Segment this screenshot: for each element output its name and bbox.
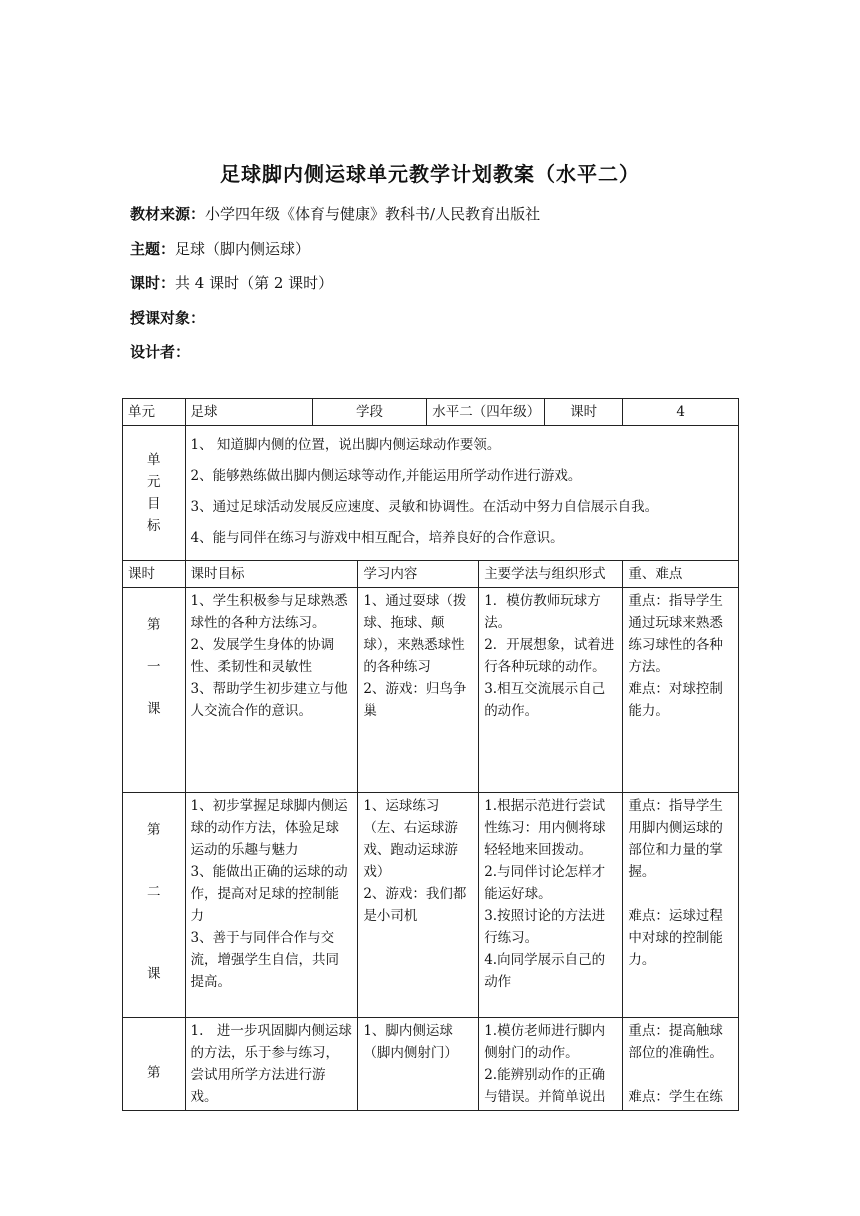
column-header: 课时 — [123, 561, 186, 588]
lesson-label-char: 课 — [147, 966, 161, 982]
meta-topic-value: 足球（脚内侧运球） — [175, 240, 311, 258]
meta-topic — [130, 238, 310, 259]
meta-topic-label: 主题： — [130, 240, 176, 258]
lesson-content: 1、运球练习（左、右运球游戏、跑动运球游戏） 2、游戏：我们都是小司机 — [358, 793, 479, 1018]
page-title: 足球脚内侧运球单元教学计划教案（水平二） — [220, 162, 640, 186]
goals-label-char: 单 — [147, 452, 161, 468]
lesson-objectives: 1、初步掌握足球脚内侧运球的动作方法，体验足球运动的乐趣与魅力 3、能做出正确的运球的动作，提高对足球的控制能力 3、善于与同伴合作与交流，增强学生自信，共同提高。 — [185, 793, 358, 1018]
lesson-label — [123, 1018, 186, 1111]
goals-row — [123, 426, 739, 561]
lesson-label — [123, 793, 186, 1018]
stage-label: 学段 — [312, 399, 426, 426]
lesson-label-char: 二 — [147, 884, 161, 900]
meta-source-value: 小学四年级《体育与健康》教科书/人民教育出版社 — [205, 205, 541, 223]
meta-source — [130, 203, 540, 224]
unit-value: 足球 — [185, 399, 312, 426]
meta-hours — [130, 272, 333, 293]
table-header-row — [123, 399, 739, 426]
columns-row — [123, 561, 739, 588]
column-header: 重、难点 — [623, 561, 739, 588]
lesson-key-points: 重点：指导学生通过玩球来熟悉练习球性的各种方法。 难点：对球控制能力。 — [623, 588, 739, 793]
goals-label-char: 标 — [147, 518, 161, 534]
lesson-content: 1、通过耍球（拨球、拖球、颠球），来熟悉球性的各种练习 2、游戏：归鸟争巢 — [358, 588, 479, 793]
column-header: 主要学法与组织形式 — [479, 561, 623, 588]
lesson-key-points: 重点：提高触球部位的准确性。 难点：学生在练 — [623, 1018, 739, 1111]
meta-audience — [130, 307, 205, 328]
goals-label — [123, 426, 186, 561]
meta-audience-label: 授课对象： — [130, 309, 206, 327]
meta-hours-value: 共 4 课时（第 2 课时） — [175, 274, 334, 292]
goal-item: 3、通过足球活动发展反应速度、灵敏和协调性。在活动中努力自信展示自我。 — [190, 499, 659, 515]
lesson-objectives: 1、学生积极参与足球熟悉球性的各种方法练习。 2、发展学生身体的协调性、柔韧性和灵敏性 3、帮助学生初步建立与他人交流合作的意识。 — [185, 588, 358, 793]
table-row — [123, 793, 739, 1018]
lesson-methods: 1.根据示范进行尝试性练习：用内侧将球轻轻地来回拨动。 2.与同伴讨论怎样才能运好球。 3.按照讨论的方法进行练习。 4.向同学展示自己的动作 — [479, 793, 623, 1018]
lesson-methods: 1.模仿老师进行脚内侧射门的动作。 2.能辨别动作的正确与错误。并简单说出 — [479, 1018, 623, 1111]
lesson-objectives: 1. 进一步巩固脚内侧运球的方法，乐于参与练习，尝试用所学方法进行游戏。 — [185, 1018, 358, 1111]
unit-plan-table — [122, 398, 739, 1111]
column-header: 课时目标 — [185, 561, 358, 588]
lesson-label — [123, 588, 186, 793]
goal-item: 2、能够熟练做出脚内侧运球等动作,并能运用所学动作进行游戏。 — [190, 468, 582, 484]
meta-hours-label: 课时： — [130, 274, 176, 292]
goals-list — [185, 426, 738, 561]
lesson-label-char: 第 — [147, 822, 161, 838]
meta-source-label: 教材来源： — [130, 205, 206, 223]
lesson-methods: 1．模仿教师玩球方法。 2．开展想象，试着进行各种玩球的动作。 3.相互交流展示自己的动作。 — [479, 588, 623, 793]
lesson-label-char: 一 — [147, 659, 161, 675]
lesson-content: 1、脚内侧运球（脚内侧射门） — [358, 1018, 479, 1111]
goals-label-char: 元 — [147, 474, 161, 490]
column-header: 学习内容 — [358, 561, 479, 588]
lesson-label-char: 课 — [147, 701, 161, 717]
lesson-label-char: 第 — [147, 617, 161, 633]
hours-value: 4 — [623, 399, 739, 426]
goal-item: 4、能与同伴在练习与游戏中相互配合，培养良好的合作意识。 — [190, 530, 564, 546]
goal-item: 1、 知道脚内侧的位置，说出脚内侧运球动作要领。 — [190, 437, 501, 453]
lesson-key-points: 重点：指导学生用脚内侧运球的部位和力量的掌握。 难点：运球过程中对球的控制能力。 — [623, 793, 739, 1018]
table-row — [123, 588, 739, 793]
hours-label: 课时 — [544, 399, 622, 426]
meta-designer — [130, 341, 190, 362]
stage-value: 水平二（四年级） — [427, 399, 545, 426]
table-row — [123, 1018, 739, 1111]
meta-designer-label: 设计者： — [130, 343, 191, 361]
lesson-label-char: 第 — [147, 1065, 161, 1081]
goals-label-char: 目 — [147, 496, 161, 512]
unit-label: 单元 — [123, 399, 186, 426]
